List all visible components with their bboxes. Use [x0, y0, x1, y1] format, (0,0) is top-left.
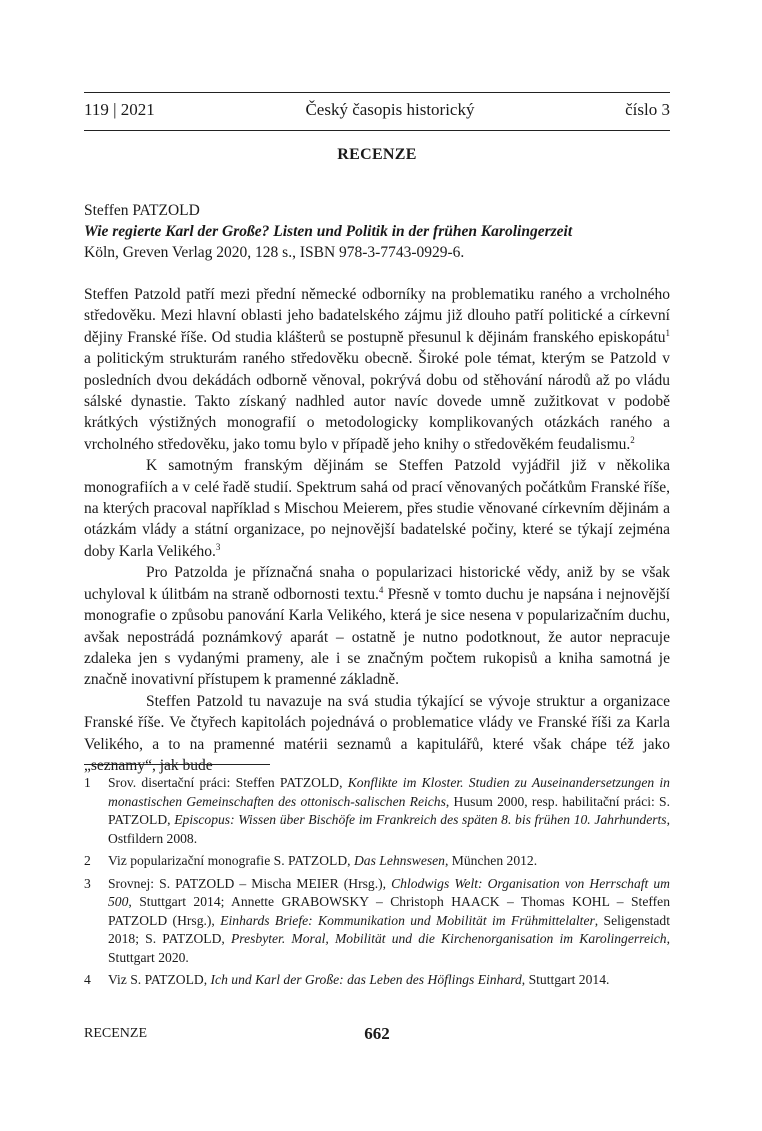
footnote-1 [84, 774, 670, 848]
review-body [84, 284, 670, 776]
footnote-ref-3[interactable]: 3 [215, 541, 221, 552]
footer-section-label: RECENZE [84, 1026, 147, 1041]
paragraph-2: K samotným franským dějinám se Steffen Patzold vyjádřil již v několika monografiích a v celé řadě studií. Spektrum sahá od prací věnovaných počátkům Franské říše, na kterých pracoval například s Mischou Meierem, přes studie věnované církevním dějinám a otázkám vlády a státní organizace, po nejnovější badatelské počiny, které se týkají zejména doby Karla Velikého.$^3$ [84, 457, 670, 560]
footnote-separator [84, 764, 270, 765]
paragraph-1: Steffen Patzold patří mezi přední německé odborníky na problematiku raného a vrcholného středověku. Mezi hlavní oblasti jeho badatelského zájmu již dlouho patří politické a církevní dějiny Franské říše. Od studia klášterů se postupně přesunul k dějinám franského episkopátu$^1$ a politickým strukturám raného středověku obecně. Široké pole témat, kterým se Patzold v posledních dvou dekádách odborně věnoval, pokrývá dobu od stěhování národů až po vládu sálské dynastie. Takto získaný nadhled autor navíc dovede umně zužitkovat v podobě krátkých výstižných monografií o metodologicky komplikovaných otázkách raného a vrcholného středověku, jako tomu bylo v případě jeho knihy o středověkém feudalismu.$^2$ [84, 286, 670, 453]
book-title: Wie regierte Karl der Große? Listen und Politik in der frühen Karolingerzeit [84, 223, 573, 240]
footnote-number: 3 [84, 875, 91, 891]
footnotes [84, 774, 670, 994]
footnote-number: 2 [84, 853, 91, 868]
footnote-text: Viz S. PATZOLD, Ich und Karl der Große: das Leben des Höflings Einhard, Stuttgart 2014. [108, 972, 610, 987]
running-header [84, 100, 670, 120]
page-number: 662 [364, 1024, 390, 1043]
paragraph-3: Pro Patzolda je příznačná snaha o popularizaci historické vědy, aniž by se však uchyloval k úlitbám na straně odbornosti textu.$^4$ Přesně v tomto duchu je napsána i nejnovější monografie o způsobu panování Karla Velikého, která je sice nesena v popularizačním duchu, avšak nepostrádá poznámkový aparát – ostatně je nutno podotknout, že autor nepracuje zdaleka jen s vydanými prameny, ale i se značným počtem rukopisů a kniha samotná je značně inovativní přístupem k pramenné základně. [84, 564, 670, 689]
paragraph-4: Steffen Patzold tu navazuje na svá studia týkající se vývoje struktur a organizace Franské říše. Ve čtyřech kapitolách pojednává o problematice vlády ve Franské říši za Karla Velikého, a to na pramenné matérii seznamů a kapitulářů, které však chápe též jako „seznamy“, jak bude [84, 692, 670, 774]
footnote-number: 1 [84, 775, 91, 790]
reviewed-book-citation [84, 200, 670, 263]
footnote-ref-2[interactable]: 2 [630, 434, 635, 445]
section-title: RECENZE [337, 146, 417, 163]
footnote-2 [84, 852, 670, 871]
footnote-text: Srovnej: S. PATZOLD – Mischa MEIER (Hrsg.), Chlodwigs Welt: Organisation von Herrschaft um 500, Stuttgart 2014; Annette GRABOWSKY – Christoph HAACK – Thomas KOHL – Steffen PATZOLD (Hrsg.), Einhards Briefe: Kommunikation und Mobilität im Frühmittelalter, Seligenstadt 2018; S. PATZOLD, Presbyter. Moral, Mobilität und die Kirchenorganisation im Karolingerreich, Stuttgart 2020. [108, 875, 671, 965]
header-issue: číslo 3 [625, 100, 670, 119]
footnote-text: Srov. disertační práci: Steffen PATZOLD, Konflikte im Kloster. Studien zu Auseinandersetzungen in monastischen Gemeinschaften des ottonisch-salischen Reichs, Husum 2000, resp. habilitační práci: S. PATZOLD, Episcopus: Wissen über Bischöfe im Frankreich des späten 8. bis frühen 10. Jahrhunderts, Ostfildern 2008. [108, 775, 670, 846]
book-imprint: Köln, Greven Verlag 2020, 128 s., ISBN 978-3-7743-0929-6. [84, 244, 465, 261]
header-bottom-rule [84, 130, 670, 131]
footnote-text: Viz popularizační monografie S. PATZOLD, Das Lehnswesen, München 2012. [108, 853, 538, 868]
footnote-number: 4 [84, 972, 91, 987]
footnote-ref-4[interactable]: 4 [378, 584, 384, 595]
header-top-rule [84, 92, 670, 93]
header-journal-title: Český časopis historický [305, 100, 475, 119]
book-author: Steffen PATZOLD [84, 202, 200, 219]
page-footer [84, 1026, 670, 1050]
footnote-3 [84, 875, 670, 968]
footnote-4 [84, 971, 670, 990]
footnote-ref-1[interactable]: 1 [665, 327, 670, 338]
header-volume: 119 | 2021 [84, 100, 155, 119]
